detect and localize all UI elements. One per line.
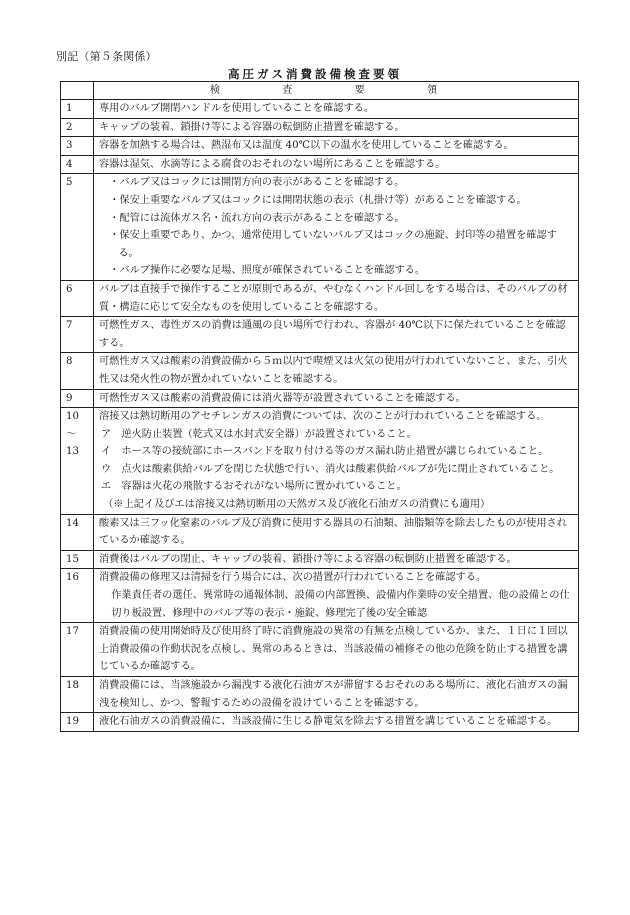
bullet-item: ・配管には流体ガス名・流れ方向の表示があることを確認する。 [109, 212, 405, 224]
list-item: ウ 点火は酸素供給バルブを閉じた状態で行い、消火は酸素供給バルブが先に閉止されていること。 [101, 463, 560, 475]
row-number: 2 [61, 118, 94, 137]
row-text: 可燃性ガス又は酸素の消費設備には消火器等が設置されていることを確認する。 [94, 389, 579, 408]
row-number: 19 [61, 713, 94, 732]
table-row [61, 408, 579, 515]
table-row [61, 389, 579, 408]
table-row [61, 155, 579, 174]
bullet-item: ・保安上重要なバルブ又はコックには開閉状態の表示（札掛け等）があることを確認する。 [109, 194, 527, 206]
row-text [94, 174, 579, 281]
inspection-table [60, 81, 579, 732]
list-item: ア 逆火防止装置（乾式又は水封式安全器）が設置されていること。 [101, 428, 417, 440]
row-number: 6 [61, 280, 94, 316]
header-label: 検 査 要 領 [94, 82, 579, 100]
row-text: キャップの装着、鎖掛け等による容器の転倒防止措置を確認する。 [94, 118, 579, 137]
table-row [61, 280, 579, 316]
table-row [61, 550, 579, 569]
row-text: 容器を加熱する場合は、熱湿布又は温度 40℃以下の温水を使用していることを確認する。 [94, 137, 579, 156]
row-text [94, 408, 579, 515]
list-item: エ 容器は火花の飛散するおそれがない場所に置かれていること。 [101, 481, 407, 493]
row-text [94, 569, 579, 623]
table-row [61, 118, 579, 137]
row-text: バルブは直接手で操作することが原則であるが、やむなくハンドル回しをする場合は、そのバルブの材質・構造に応じて安全なものを使用していることを確認する。 [94, 280, 579, 316]
row-intro: 溶接又は熱切断用のアセチレンガスの消費については、次のことが行われていることを確認する。 [99, 411, 547, 423]
table-row [61, 353, 579, 389]
table-row [61, 514, 579, 550]
table-header-row [61, 82, 579, 100]
row-text: 酸素又は三フッ化窒素のバルブ及び消費に使用する器具の石油類、油脂類等を除去したものが使用されているか確認する。 [94, 514, 579, 550]
bullet-item: ・バルブ又はコックには開閉方向の表示があることを確認する。 [109, 177, 405, 189]
row-text: 消費設備の使用開始時及び使用終了時に消費施設の異常の有無を点検しているか、また、１日に１回以上消費設備の作動状況を点検し、異常のあるときは、当該設備の補修その他の危険を防止する措置を講じているか確認する。 [94, 623, 579, 677]
row-number: 7 [61, 317, 94, 353]
bullet-item: ・保安上重要であり、かつ、通常使用していないバルブ又はコックの施錠、封印等の措置を確認する。 [109, 230, 557, 259]
table-row [61, 137, 579, 156]
row-number: 16 [61, 569, 94, 623]
row-intro: 消費設備の修理又は清掃を行う場合には、次の措置が行われていることを確認する。 [99, 572, 487, 584]
table-row [61, 174, 579, 281]
annex-label: 別記（第５条関係） [56, 50, 157, 63]
row-number: 15 [61, 550, 94, 569]
row-number: 1 [61, 100, 94, 119]
table-row [61, 677, 579, 713]
row-number-range [61, 408, 94, 515]
table-row [61, 713, 579, 732]
row-text: 液化石油ガスの消費設備に、当該設備に生じる静電気を除去する措置を講じていることを確認する。 [94, 713, 579, 732]
row-text: 可燃性ガス又は酸素の消費設備から５ｍ以内で喫煙又は火気の使用が行われていないこと、また、引火性又は発火性の物が置かれていないことを確認する。 [94, 353, 579, 389]
row-number: 17 [61, 623, 94, 677]
bullet-item: ・バルブ操作に必要な足場、照度が確保されていることを確認する。 [109, 265, 426, 277]
range-end: 13 [66, 446, 79, 458]
document-title: 高圧ガス消費設備検査要領 [228, 67, 402, 81]
row-text: 消費設備には、当該施設から漏洩する液化石油ガスが滞留するおそれのある場所に、液化石油ガスの漏洩を検知し、かつ、警報するための設備を設けていることを確認する。 [94, 677, 579, 713]
row-number: 3 [61, 137, 94, 156]
header-number-cell [61, 82, 94, 100]
table-row [61, 100, 579, 119]
table-row [61, 623, 579, 677]
table-row [61, 317, 579, 353]
row-number: 14 [61, 514, 94, 550]
range-separator: 〜 [66, 428, 77, 440]
row-note: （※上記イ及びエは溶接又は熱切断用の天然ガス及び液化石油ガスの消費にも適用） [103, 499, 491, 511]
row-number: 4 [61, 155, 94, 174]
row-number: 8 [61, 353, 94, 389]
row-number: 5 [61, 174, 94, 281]
row-number: 9 [61, 389, 94, 408]
range-start: 10 [66, 411, 79, 423]
list-item: イ ホース等の接続部にホースバンドを取り付ける等のガス漏れ防止措置が講じられていること。 [101, 446, 549, 458]
measures-list: 作業責任者の選任、異常時の通報体制、設備の内部置換、設備内作業時の安全措置、他の設備との仕切り板設置、修理中のバルブ等の表示・施錠、修理完了後の安全確認 [111, 590, 570, 619]
row-text: 可燃性ガス、毒性ガスの消費は通風の良い場所で行われ、容器が 40℃以下に保たれていることを確認する。 [94, 317, 579, 353]
row-text: 専用のバルブ開閉ハンドルを使用していることを確認する。 [94, 100, 579, 119]
row-text: 容器は湿気、水滴等による腐食のおそれのない場所にあることを確認する。 [94, 155, 579, 174]
table-row [61, 569, 579, 623]
row-text: 消費後はバルブの閉止、キャップの装着、鎖掛け等による容器の転倒防止措置を確認する。 [94, 550, 579, 569]
row-number: 18 [61, 677, 94, 713]
